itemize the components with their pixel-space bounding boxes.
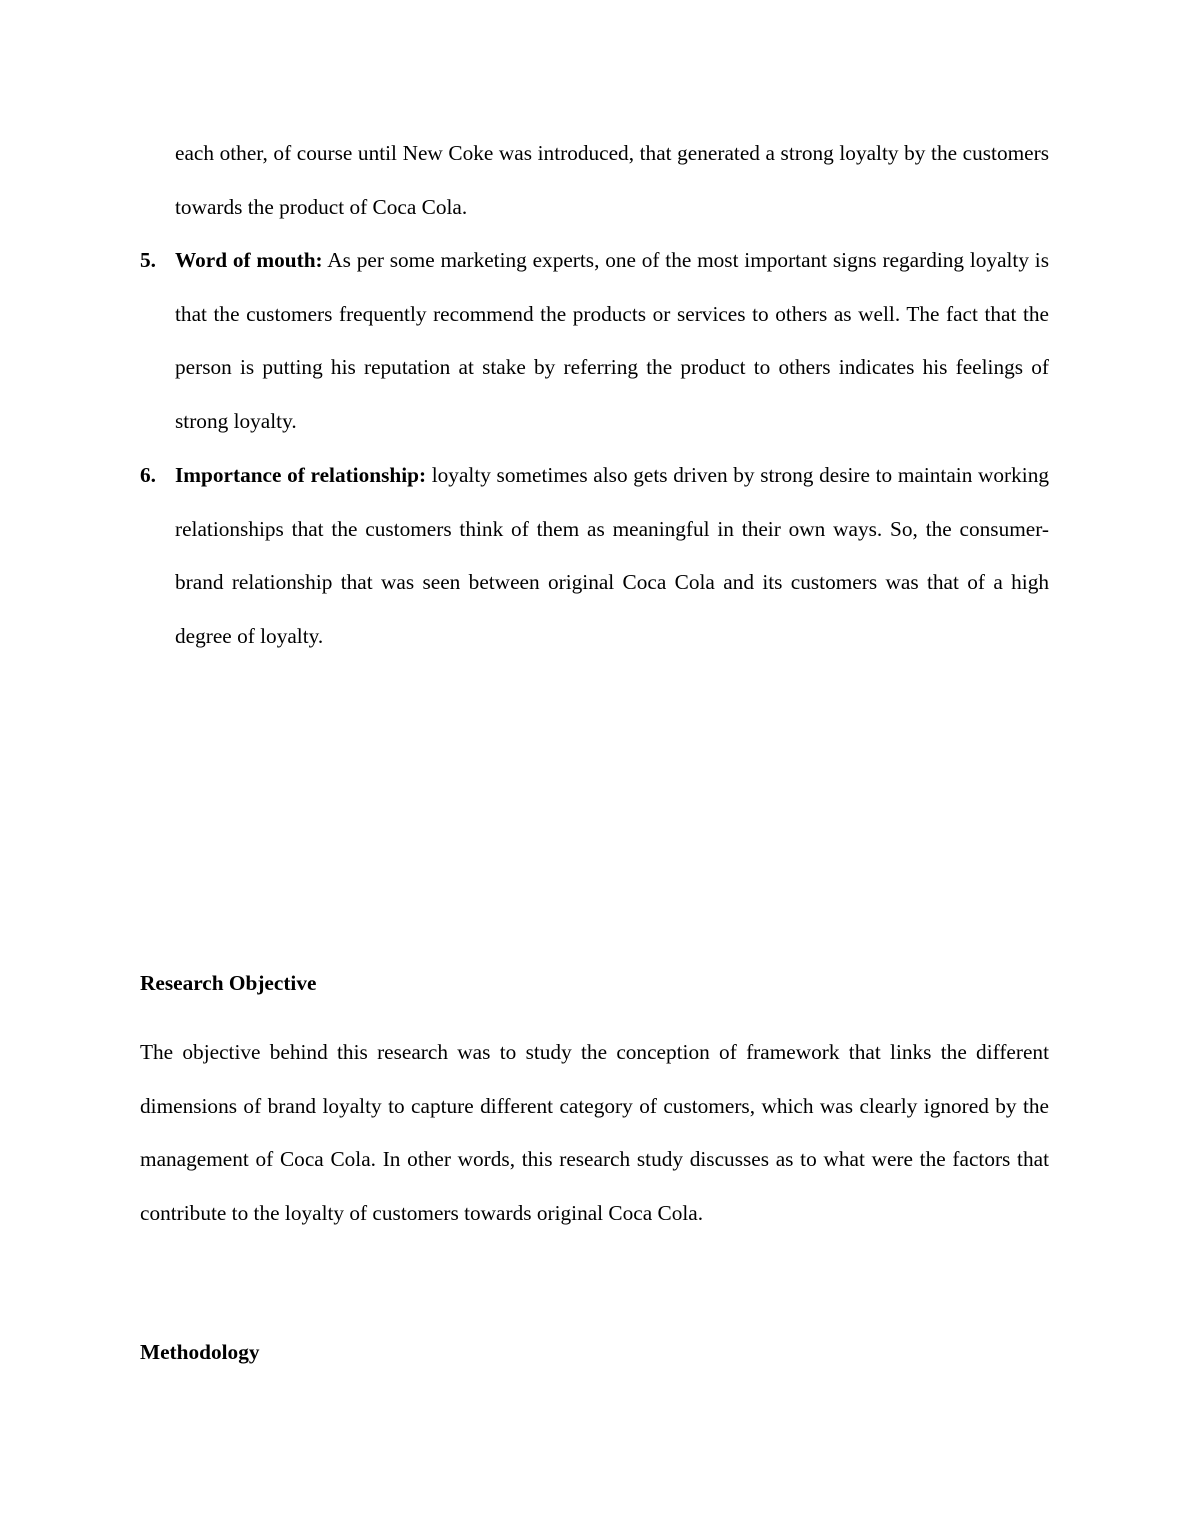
- list-item-number: 6.: [140, 463, 156, 487]
- list-item-body: [175, 449, 1049, 664]
- list-item-body: [175, 234, 1049, 449]
- list-item-text: loyalty sometimes also gets driven by strong desire to maintain working relationships that the customers think of them as meaningful in their own ways. So, the consumer-brand relationship that was seen between original Coca Cola and its customers was that of a high degree of loyalty.: [175, 463, 1049, 649]
- research-objective-paragraph: The objective behind this research was to study the conception of framework that links the different dimensions of brand loyalty to capture different category of customers, which was clearly ignored by the management of Coca Cola. In other words, this research study discusses as to what were the factors that contribute to the loyalty of customers towards original Coca Cola.: [140, 1040, 1049, 1226]
- list-item-number: 5.: [140, 248, 156, 272]
- continuation-paragraph: each other, of course until New Coke was introduced, that generated a strong loyalty by the customers towards the product of Coca Cola.: [175, 141, 1049, 219]
- list-item-lead: Importance of relationship:: [175, 463, 427, 487]
- section-heading-methodology: Methodology: [140, 1340, 260, 1364]
- list-item-lead: Word of mouth:: [175, 248, 323, 272]
- section-heading-research-objective: Research Objective: [140, 971, 317, 995]
- list-item-text: As per some marketing experts, one of the most important signs regarding loyalty is that the customers frequently recommend the products or services to others as well. The fact that the person is putting his reputation at stake by referring the product to others indicates his feelings of strong loyalty.: [175, 248, 1049, 434]
